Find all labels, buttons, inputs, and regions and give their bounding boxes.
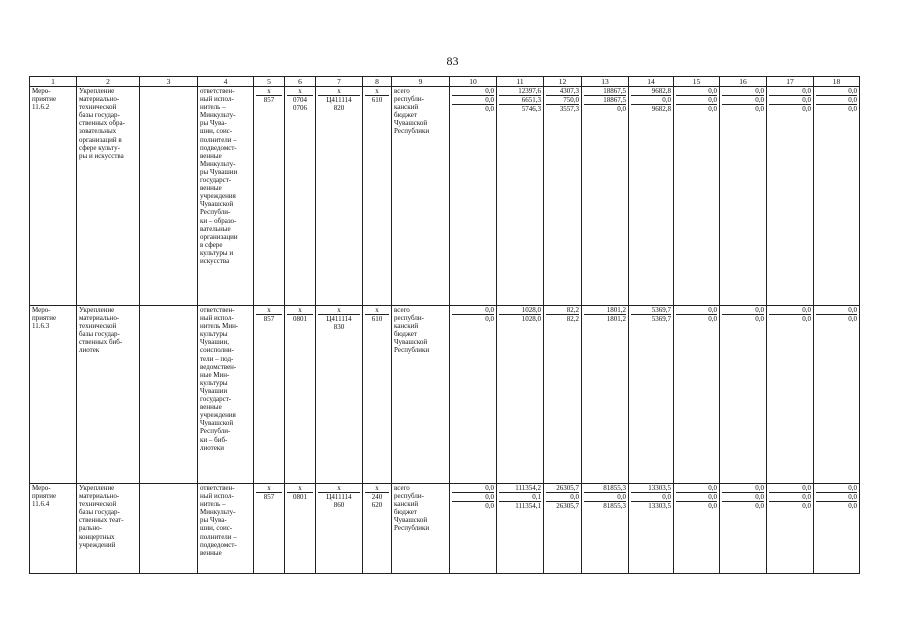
value-cell-12-line: 750,0	[546, 95, 579, 104]
value-cell-12-line: 26305,7	[546, 501, 579, 510]
value-cell-10-line: 0,0	[452, 314, 494, 323]
header-cell-2: 2	[77, 77, 140, 87]
executor-cell-line: ведомствен-	[200, 362, 237, 371]
source-cell-line: бюджет	[394, 330, 417, 339]
rzpr-cell	[285, 87, 316, 306]
name-cell-line: организаций в	[79, 135, 122, 144]
executor-cell-line: учреждения	[200, 411, 236, 420]
executor-cell-line: ный испол-	[200, 95, 234, 104]
csr-cell-line: 830	[333, 323, 345, 332]
value-cell-14-line: 5369,7	[651, 306, 671, 314]
vr-cell	[363, 306, 392, 484]
rzpr-cell-line: 0706	[293, 104, 307, 113]
value-cell-12-line: 26305,7	[556, 484, 579, 492]
source-cell-line: республи-	[394, 314, 424, 323]
value-cell-13	[582, 87, 629, 306]
rzpr-cell	[285, 484, 316, 574]
value-cell-18-line: 0,0	[816, 314, 857, 323]
value-cell-18-line: 0,0	[816, 501, 857, 510]
name-cell	[77, 87, 140, 306]
header-cell-15: 15	[674, 77, 720, 87]
executor-cell	[198, 484, 254, 574]
source-cell-line: бюджет	[394, 111, 417, 120]
source-cell-line: канский	[394, 103, 419, 112]
value-cell-12-line: 0,0	[546, 492, 579, 501]
value-cell-15-line: 0,0	[708, 87, 717, 95]
executor-cell	[198, 87, 254, 306]
value-cell-13-line: 81855,3	[603, 484, 626, 492]
executor-cell-line: ответствен-	[200, 87, 235, 95]
executor-cell-line: Чувашии,	[200, 338, 230, 347]
event-cell-line: приятие	[32, 95, 57, 104]
name-cell-line: рально-	[79, 524, 102, 533]
executor-cell-line: ки – биб-	[200, 435, 228, 444]
value-cell-18-line: 0,0	[816, 95, 857, 104]
header-cell-13: 13	[582, 77, 629, 87]
value-cell-10	[450, 87, 497, 306]
event-cell	[30, 87, 77, 306]
name-cell-line: материально-	[79, 314, 120, 323]
rzpr-cell-line: x	[298, 306, 302, 314]
executor-cell-line: культуры и	[200, 248, 234, 257]
name-cell	[77, 484, 140, 574]
value-cell-15	[674, 484, 720, 574]
value-cell-11-line: 111354,2	[515, 484, 541, 492]
header-cell-7: 7	[316, 77, 363, 87]
vr-cell-line: 620	[371, 501, 383, 510]
value-cell-11	[497, 306, 544, 484]
value-cell-10-line: 0,0	[452, 501, 494, 510]
executor-cell-line: Минкульту-	[200, 508, 236, 517]
value-cell-17-line: 0,0	[769, 95, 811, 104]
value-cell-15-line: 0,0	[676, 95, 717, 104]
executor-cell-line: Минкульту-	[200, 159, 236, 168]
value-cell-15-line: 0,0	[676, 501, 717, 510]
value-cell-15-line: 0,0	[676, 314, 717, 323]
csr-cell-line: 820	[333, 104, 345, 113]
value-cell-15	[674, 87, 720, 306]
name-cell-line: ры и искусства	[79, 151, 124, 160]
grbs-cell-line: 857	[256, 95, 282, 104]
header-cell-14: 14	[629, 77, 674, 87]
executor-cell-line: Республи-	[200, 427, 231, 436]
name-cell-line: технической	[79, 500, 117, 509]
event-cell-line: Меро-	[32, 87, 51, 95]
name-cell-line: Укрепление	[79, 306, 115, 314]
value-cell-17-line: 0,0	[802, 484, 811, 492]
vr-cell-line: x	[375, 484, 379, 492]
executor-cell-line: культуры	[200, 330, 228, 339]
source-cell	[392, 484, 450, 574]
executor-cell-line: Чувашии	[200, 386, 228, 395]
value-cell-16	[720, 484, 767, 574]
csr-cell-line: x	[337, 306, 341, 314]
source-cell-line: всего	[394, 87, 410, 95]
executor-cell-line: нитель –	[200, 103, 226, 112]
value-cell-14	[629, 87, 674, 306]
header-cell-11: 11	[497, 77, 544, 87]
value-cell-14	[629, 484, 674, 574]
value-cell-16	[720, 87, 767, 306]
value-cell-10-line: 0,0	[452, 95, 494, 104]
executor-cell-line: ры Чува-	[200, 119, 227, 128]
value-cell-13-line: 81855,3	[584, 501, 626, 510]
vr-cell-line: x	[375, 87, 379, 95]
source-cell-line: всего	[394, 306, 410, 314]
event-cell-line: 11.6.2	[32, 103, 50, 112]
executor-cell-line: шии, соис-	[200, 524, 233, 533]
header-cell-1: 1	[30, 77, 77, 87]
executor-cell-line: Республи-	[200, 208, 231, 217]
value-cell-11-line: 6651,3	[499, 95, 541, 104]
table-row	[30, 87, 860, 306]
value-cell-11-line: 1028,0	[499, 314, 541, 323]
name-cell-line: ственных теат-	[79, 516, 124, 525]
value-cell-13-line: 1801,2	[606, 306, 626, 314]
executor-cell-line: подведомст-	[200, 540, 237, 549]
event-cell-line: 11.6.3	[32, 322, 50, 331]
rzpr-cell-line: 0801	[287, 314, 313, 323]
name-cell	[77, 306, 140, 484]
source-cell-line: республи-	[394, 492, 424, 501]
source-cell	[392, 306, 450, 484]
event-cell-line: 11.6.4	[32, 500, 50, 509]
executor-cell-line: искусства	[200, 256, 230, 265]
name-cell-line: ственных обра-	[79, 119, 125, 128]
rzpr-cell-line: x	[298, 87, 302, 95]
csr-cell-line: Ц411114	[318, 95, 360, 104]
name-cell-line: учреждений	[79, 540, 116, 549]
value-cell-15-line: 0,0	[676, 104, 717, 113]
header-cell-10: 10	[450, 77, 497, 87]
value-cell-18	[814, 484, 860, 574]
source-cell-line: канский	[394, 500, 419, 509]
executor-cell-line: венные	[200, 548, 222, 557]
value-cell-18-line: 0,0	[848, 484, 857, 492]
value-cell-12-line: 4307,3	[559, 87, 579, 95]
csr-cell-line: x	[337, 87, 341, 95]
empty-cell	[140, 484, 198, 574]
value-cell-12-line: 82,2	[566, 306, 579, 314]
value-cell-14-line: 13303,5	[648, 484, 671, 492]
program-table	[29, 76, 860, 574]
value-cell-17-line: 0,0	[769, 492, 811, 501]
empty-cell	[140, 87, 198, 306]
value-cell-11-line: 12397,6	[518, 87, 541, 95]
csr-cell	[316, 306, 363, 484]
grbs-cell-line: x	[267, 87, 271, 95]
value-cell-16	[720, 306, 767, 484]
value-cell-16-line: 0,0	[755, 484, 764, 492]
source-cell-line: Республики	[394, 127, 430, 136]
name-cell-line: лиотек	[79, 346, 100, 355]
vr-cell-line: 610	[365, 314, 389, 323]
executor-cell-line: ответствен-	[200, 306, 235, 314]
value-cell-10-line: 0,0	[485, 87, 494, 95]
name-cell-line: базы государ-	[79, 330, 120, 339]
executor-cell	[198, 306, 254, 484]
executor-cell-line: учреждения	[200, 192, 236, 201]
executor-cell-line: государст-	[200, 176, 232, 185]
value-cell-12	[544, 484, 582, 574]
source-cell-line: Республики	[394, 524, 430, 533]
executor-cell-line: венные	[200, 403, 222, 412]
event-cell-line: приятие	[32, 314, 57, 323]
header-cell-3: 3	[140, 77, 198, 87]
executor-cell-line: лиотеки	[200, 443, 224, 452]
name-cell-line: базы государ-	[79, 111, 120, 120]
source-cell-line: всего	[394, 484, 410, 492]
value-cell-17-line: 0,0	[769, 501, 811, 510]
value-cell-17-line: 0,0	[802, 87, 811, 95]
grbs-cell-line: 857	[256, 314, 282, 323]
value-cell-14-line: 5369,7	[631, 314, 671, 323]
executor-cell-line: ный испол-	[200, 314, 234, 323]
value-cell-18-line: 0,0	[816, 104, 857, 113]
rzpr-cell-line: 0801	[287, 492, 313, 501]
executor-cell-line: полнители –	[200, 532, 237, 541]
value-cell-10	[450, 484, 497, 574]
value-cell-17	[767, 484, 814, 574]
value-cell-12	[544, 87, 582, 306]
name-cell-line: зовательных	[79, 127, 117, 136]
executor-cell-line: ные Мин-	[200, 370, 230, 379]
value-cell-10-line: 0,0	[485, 306, 494, 314]
name-cell-line: базы государ-	[79, 508, 120, 517]
value-cell-13-line: 18867,5	[584, 95, 626, 104]
vr-cell	[363, 87, 392, 306]
empty-cell	[140, 306, 198, 484]
value-cell-16-line: 0,0	[722, 492, 764, 501]
csr-cell-line: 860	[333, 501, 345, 510]
header-cell-8: 8	[363, 77, 392, 87]
value-cell-14-line: 0,0	[631, 492, 671, 501]
source-cell-line: бюджет	[394, 508, 417, 517]
executor-cell-line: в сфере	[200, 240, 223, 249]
value-cell-13-line: 0,0	[584, 104, 626, 113]
value-cell-16-line: 0,0	[755, 306, 764, 314]
value-cell-18	[814, 87, 860, 306]
header-cell-6: 6	[285, 77, 316, 87]
source-cell-line: Республики	[394, 346, 430, 355]
table-row	[30, 484, 860, 574]
source-cell-line: Чувашской	[394, 119, 428, 128]
value-cell-11-line: 111354,1	[499, 501, 541, 510]
value-cell-17	[767, 306, 814, 484]
value-cell-13-line: 0,0	[584, 492, 626, 501]
executor-cell-line: тели – под-	[200, 354, 234, 363]
grbs-cell-line: 857	[256, 492, 282, 501]
executor-cell-line: Чувашской	[200, 419, 234, 428]
grbs-cell-line: x	[267, 484, 271, 492]
grbs-cell	[254, 87, 285, 306]
event-cell-line: Меро-	[32, 484, 51, 492]
name-cell-line: сфере культу-	[79, 143, 120, 152]
executor-cell-line: ры Чува-	[200, 516, 227, 525]
value-cell-13-line: 1801,2	[584, 314, 626, 323]
header-cell-17: 17	[767, 77, 814, 87]
value-cell-18-line: 0,0	[848, 306, 857, 314]
grbs-cell	[254, 484, 285, 574]
value-cell-14	[629, 306, 674, 484]
source-cell-line: республи-	[394, 95, 424, 104]
executor-cell-line: нитель –	[200, 500, 226, 509]
value-cell-16-line: 0,0	[722, 104, 764, 113]
value-cell-16-line: 0,0	[755, 87, 764, 95]
grbs-cell-line: x	[267, 306, 271, 314]
value-cell-17	[767, 87, 814, 306]
csr-cell-line: Ц411114	[318, 492, 360, 501]
value-cell-11-line: 1028,0	[521, 306, 541, 314]
vr-cell-line: 610	[365, 95, 389, 104]
value-cell-18-line: 0,0	[816, 492, 857, 501]
csr-cell	[316, 87, 363, 306]
event-cell	[30, 306, 77, 484]
rzpr-cell-line: 0704	[287, 95, 313, 104]
value-cell-13	[582, 484, 629, 574]
executor-cell-line: шии, соис-	[200, 127, 233, 136]
executor-cell-line: ры Чувашии	[200, 167, 238, 176]
name-cell-line: технической	[79, 103, 117, 112]
executor-cell-line: вательные	[200, 224, 231, 233]
value-cell-15-line: 0,0	[708, 484, 717, 492]
header-cell-12: 12	[544, 77, 582, 87]
value-cell-11-line: 0,1	[499, 492, 541, 501]
value-cell-13-line: 18867,5	[603, 87, 626, 95]
header-cell-4: 4	[198, 77, 254, 87]
value-cell-12-line: 82,2	[546, 314, 579, 323]
value-cell-14-line: 0,0	[631, 95, 671, 104]
name-cell-line: материально-	[79, 95, 120, 104]
value-cell-12	[544, 306, 582, 484]
csr-cell-line: x	[337, 484, 341, 492]
source-cell-line: Чувашской	[394, 516, 428, 525]
value-cell-12-line: 3557,3	[546, 104, 579, 113]
executor-cell-line: нитель Мин-	[200, 322, 239, 331]
value-cell-16-line: 0,0	[722, 314, 764, 323]
vr-cell	[363, 484, 392, 574]
executor-cell-line: государст-	[200, 395, 232, 404]
value-cell-17-line: 0,0	[802, 306, 811, 314]
source-cell-line: канский	[394, 322, 419, 331]
value-cell-18	[814, 306, 860, 484]
value-cell-11	[497, 484, 544, 574]
value-cell-15	[674, 306, 720, 484]
page-number: 83	[446, 54, 459, 68]
header-row	[30, 77, 860, 87]
value-cell-11-line: 5746,3	[499, 104, 541, 113]
executor-cell-line: венные	[200, 151, 222, 160]
executor-cell-line: культуры	[200, 378, 228, 387]
value-cell-16-line: 0,0	[722, 501, 764, 510]
executor-cell-line: Чувашской	[200, 200, 234, 209]
executor-cell-line: полнители –	[200, 135, 237, 144]
source-cell-line: Чувашской	[394, 338, 428, 347]
rzpr-cell-line: x	[298, 484, 302, 492]
table-row	[30, 306, 860, 484]
value-cell-17-line: 0,0	[769, 104, 811, 113]
event-cell	[30, 484, 77, 574]
value-cell-11	[497, 87, 544, 306]
name-cell-line: Укрепление	[79, 87, 115, 95]
value-cell-18-line: 0,0	[848, 87, 857, 95]
value-cell-15-line: 0,0	[708, 306, 717, 314]
name-cell-line: концертных	[79, 532, 115, 541]
header-cell-16: 16	[720, 77, 767, 87]
header-cell-18: 18	[814, 77, 860, 87]
executor-cell-line: Минкульту-	[200, 111, 236, 120]
csr-cell	[316, 484, 363, 574]
value-cell-10-line: 0,0	[452, 104, 494, 113]
value-cell-10-line: 0,0	[485, 484, 494, 492]
source-cell	[392, 87, 450, 306]
value-cell-16-line: 0,0	[722, 95, 764, 104]
executor-cell-line: подведомст-	[200, 143, 237, 152]
value-cell-14-line: 9682,8	[651, 87, 671, 95]
value-cell-15-line: 0,0	[676, 492, 717, 501]
name-cell-line: Укрепление	[79, 484, 115, 492]
value-cell-10	[450, 306, 497, 484]
rzpr-cell	[285, 306, 316, 484]
vr-cell-line: 240	[365, 492, 389, 501]
event-cell-line: Меро-	[32, 306, 51, 314]
value-cell-10-line: 0,0	[452, 492, 494, 501]
value-cell-14-line: 13303,5	[631, 501, 671, 510]
event-cell-line: приятие	[32, 492, 57, 501]
executor-cell-line: ки – образо-	[200, 216, 237, 225]
executor-cell-line: ный испол-	[200, 492, 234, 501]
grbs-cell	[254, 306, 285, 484]
name-cell-line: технической	[79, 322, 117, 331]
executor-cell-line: венные	[200, 184, 222, 193]
executor-cell-line: организации	[200, 232, 238, 241]
header-cell-9: 9	[392, 77, 450, 87]
value-cell-13	[582, 306, 629, 484]
vr-cell-line: x	[375, 306, 379, 314]
name-cell-line: материально-	[79, 492, 120, 501]
header-cell-5: 5	[254, 77, 285, 87]
csr-cell-line: Ц411114	[318, 314, 360, 323]
name-cell-line: ственных биб-	[79, 338, 123, 347]
value-cell-14-line: 9682,8	[631, 104, 671, 113]
executor-cell-line: соисполни-	[200, 346, 234, 355]
executor-cell-line: ответствен-	[200, 484, 235, 492]
value-cell-17-line: 0,0	[769, 314, 811, 323]
